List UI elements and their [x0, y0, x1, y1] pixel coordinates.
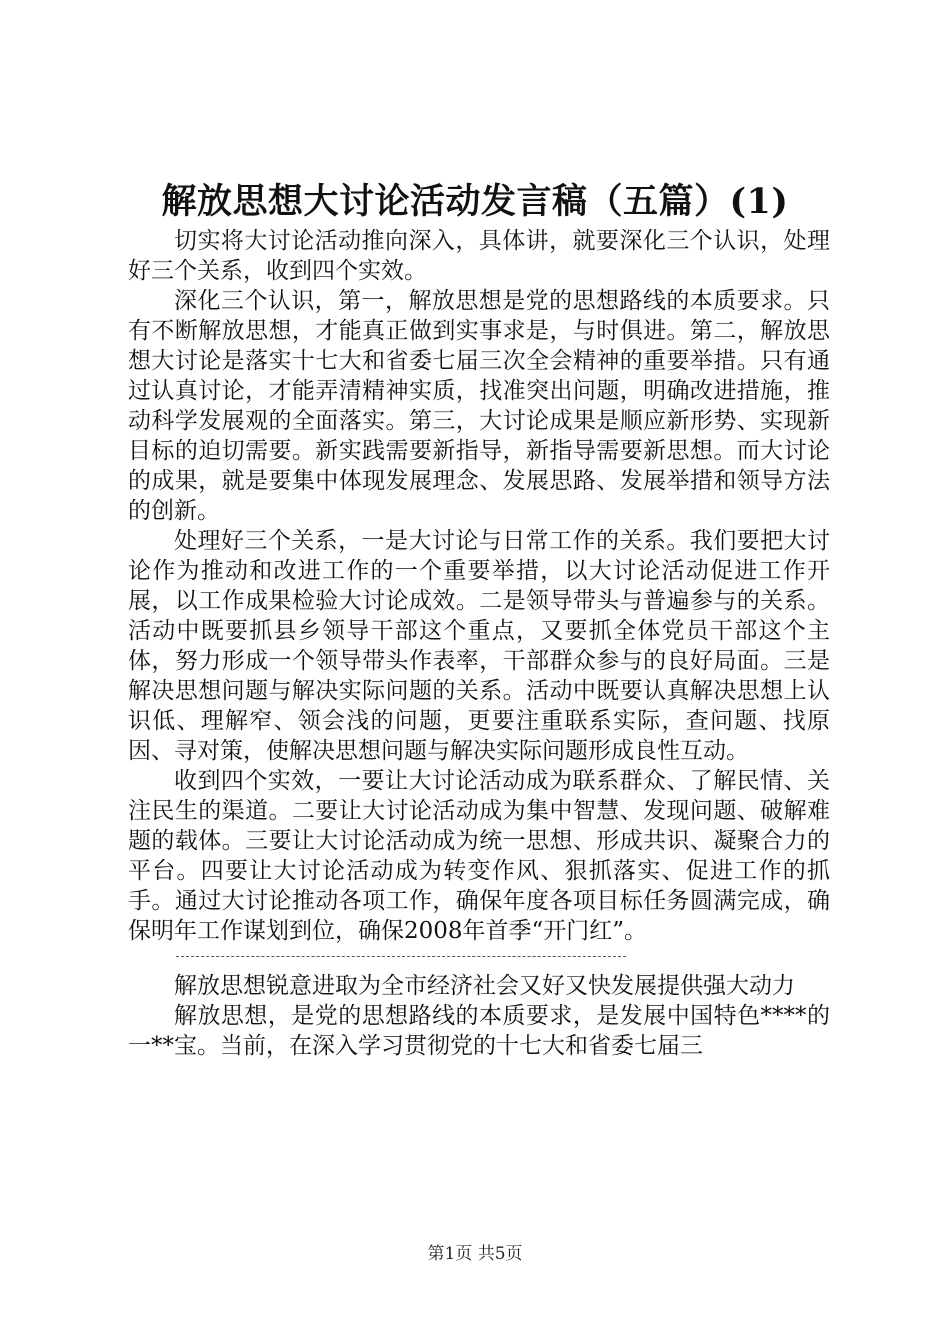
section-heading: 解放思想锐意进取为全市经济社会又好又快发展提供强大动力 — [174, 973, 795, 999]
section-divider — [176, 956, 626, 957]
paragraph: 收到四个实效，一要让大讨论活动成为联系群众、了解民情、关注民生的渠道。二要让大讨论活动成为集中智慧、发现问题、破解难题的载体。三要让大讨论活动成为统一思想、形成共识、凝聚合力的平台。四要让大讨论活动成为转变作风、狠抓落实、促进工作的抓手。通过大讨论推动各项工作，确保年度各项目标任务圆满完成，确保明年工作谋划到位，确保2008年首季“开门红”。 — [128, 768, 830, 944]
document-body — [128, 226, 830, 1061]
paragraph: 处理好三个关系，一是大讨论与日常工作的关系。我们要把大讨论作为推动和改进工作的一个重要举措，以大讨论活动促进工作开展，以工作成果检验大讨论成效。二是领导带头与普遍参与的关系。活动中既要抓县乡领导干部这个重点，又要抓全体党员干部这个主体，努力形成一个领导带头作表率，干部群众参与的良好局面。三是解决思想问题与解决实际问题的关系。活动中既要认真解决思想上认识低、理解窄、领会浅的问题，更要注重联系实际，查问题、找原因、寻对策，使解决思想问题与解决实际问题形成良性互动。 — [128, 528, 830, 764]
page-indicator: 第1页 共5页 — [427, 1244, 523, 1264]
document-title: 解放思想大讨论活动发言稿（五篇）(1) — [161, 181, 789, 222]
paragraph: 切实将大讨论活动推向深入，具体讲，就要深化三个认识，处理好三个关系，收到四个实效。 — [128, 228, 830, 284]
paragraph: 深化三个认识，第一，解放思想是党的思想路线的本质要求。只有不断解放思想，才能真正做到实事求是，与时俱进。第二，解放思想大讨论是落实十七大和省委七届三次全会精神的重要举措。只有通过认真讨论，才能弄清精神实质，找准突出问题，明确改进措施，推动科学发展观的全面落实。第三，大讨论成果是顺应新形势、实现新目标的迫切需要。新实践需要新指导，新指导需要新思想。而大讨论的成果，就是要集中体现发展理念、发展思路、发展举措和领导方法的创新。 — [128, 288, 830, 524]
paragraph: 解放思想，是党的思想路线的本质要求，是发展中国特色****的一**宝。当前，在深入学习贯彻党的十七大和省委七届三 — [128, 1003, 830, 1059]
